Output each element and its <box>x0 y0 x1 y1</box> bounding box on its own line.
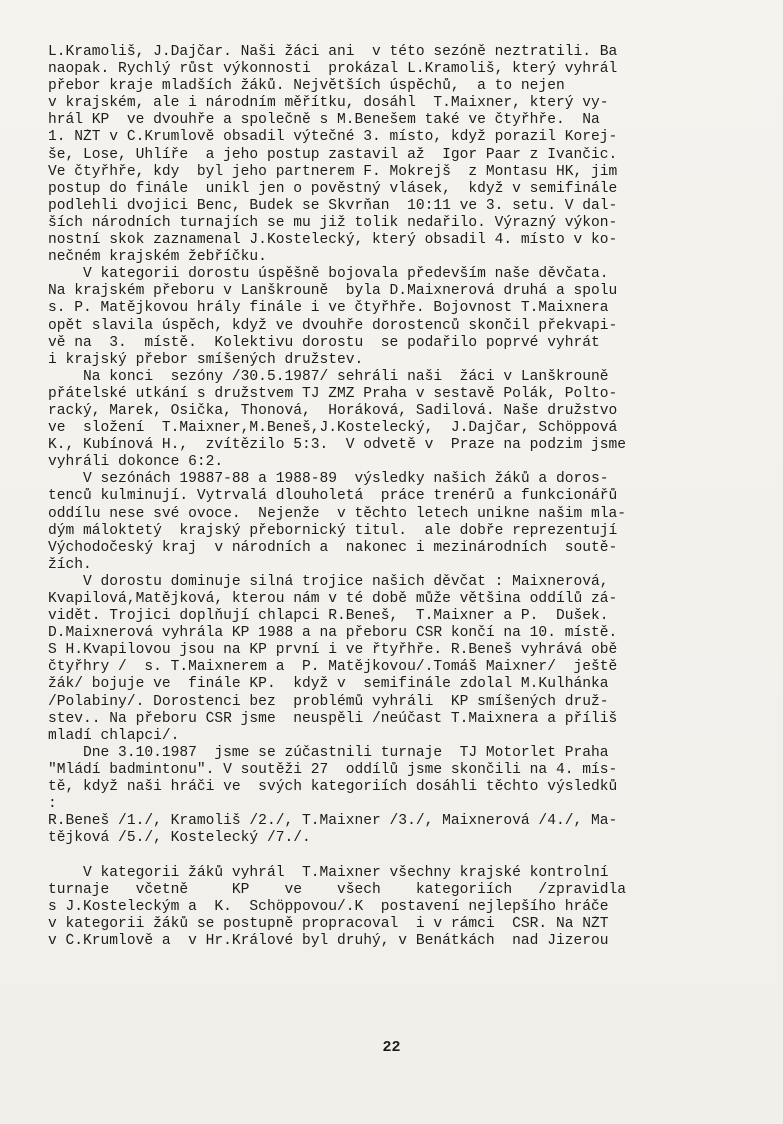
page-number: 22 <box>382 1039 401 1056</box>
text-line: opět slavila úspěch, když ve dvouhře dorostenců skončil překvapi- <box>48 317 618 334</box>
text-line: še, Lose, Uhlíře a jeho postup zastavil až Igor Paar z Ivančic. <box>48 146 618 163</box>
text-line: V kategorii dorostu úspěšně bojovala především naše děvčata. <box>48 266 609 283</box>
text-line: Ve čtyřhře, kdy byl jeho partnerem F. Mokrejš z Montasu HK, jim <box>48 163 618 180</box>
text-line: "Mládí badmintonu". V soutěži 27 oddílů jsme skončili na 4. mís- <box>48 761 618 778</box>
text-line: přebor kraje mladších žáků. Největších úspěchů, a to nejen <box>48 78 565 95</box>
text-line: V sezónách 19887-88 a 1988-89 výsledky našich žáků a doros- <box>48 471 609 488</box>
text-line: K., Kubínová H., zvítězilo 5:3. V odvetě v Praze na podzim jsme <box>48 437 627 454</box>
text-line: stev.. Na přeboru ČSR jsme neuspěli /neúčast T.Maixnera a příliš <box>48 710 618 727</box>
text-line: v krajském, ale i národním měřítku, dosáhl T.Maixner, který vy- <box>48 95 609 112</box>
text-line: vyhráli dokonce 6:2. <box>48 454 224 471</box>
text-line: v kategorii žáků se postupně propracoval i v rámci ČSR. Na NŽT <box>48 915 609 932</box>
text-line: podlehli dvojici Benc, Budek se Skvrňan 10:11 ve 3. setu. V dal- <box>48 197 618 214</box>
text-line: turnaje včetně KP ve všech kategoriích /zpravidla <box>48 881 627 898</box>
text-line: nostní skok zaznamenal J.Kostelecký, který obsadil 4. místo v ko- <box>48 232 618 249</box>
text-line: : <box>48 796 57 813</box>
text-line: naopak. Rychlý růst výkonnosti prokázal L.Kramoliš, který vyhrál <box>48 61 618 78</box>
text-line: L.Kramoliš, J.Dajčar. Naši žáci ani v této sezóně neztratili. Ba <box>48 44 618 60</box>
text-line: D.Maixnerová vyhrála KP 1988 a na přeboru ČSR končí na 10. místě. <box>48 625 618 642</box>
text-line: ších národních turnajích se mu již tolik nedařilo. Výrazný výkon- <box>48 214 618 231</box>
text-line: s J.Kosteleckým a K. Schöppovou/.K postavení nejlepšího hráče <box>48 898 609 915</box>
text-line: V dorostu dominuje silná trojice našich děvčat : Maixnerová, <box>48 573 609 590</box>
text-line: mladí chlapci/. <box>48 727 180 744</box>
text-line: Na konci sezóny /30.5.1987/ sehráli naši žáci v Lanškrouně <box>48 368 609 385</box>
text-line: postup do finále unikl jen o pověstný vlásek, když v semifinále <box>48 180 618 197</box>
text-line: 1. NŽT v Č.Krumlově obsadil výtečné 3. místo, když porazil Korej- <box>48 129 618 146</box>
text-line: přátelské utkání s družstvem TJ ZMZ Praha v sestavě Polák, Polto- <box>48 385 618 402</box>
text-line: Dne 3.10.1987 jsme se zúčastnili turnaje TJ Motorlet Praha <box>48 744 609 761</box>
text-line: čtyřhry / s. T.Maixnerem a P. Matějkovou/.Tomáš Maixner/ ještě <box>48 659 618 676</box>
text-line: vě na 3. místě. Kolektivu dorostu se podařilo poprvé vyhrát <box>48 334 600 351</box>
text-line: žák/ bojuje ve finále KP. když v semifinále zdolal M.Kulhánka <box>48 676 609 693</box>
text-line: hrál KP ve dvouhře a společně s M.Benešem také ve čtyřhře. Na <box>48 112 600 129</box>
text-line <box>48 847 748 864</box>
text-line: tě, když naši hráči ve svých kategoriích dosáhli těchto výsledků <box>48 779 618 796</box>
text-line: Východočeský kraj v národních a nakonec i mezinárodních soutě- <box>48 539 618 556</box>
text-line: ve složení T.Maixner,M.Beneš,J.Kostelecký, J.Dajčar, Schöppová <box>48 420 618 437</box>
body-text <box>48 44 748 950</box>
text-line: Kvapilová,Matějková, kterou nám v té době může většina oddílů zá- <box>48 591 618 607</box>
text-line: nečném krajském žebříčku. <box>48 249 267 266</box>
text-line: vidět. Trojici doplňují chlapci R.Beneš, T.Maixner a P. Dušek. <box>48 608 609 625</box>
text-line: oddílu nese své ovoce. Nejenže v těchto letech unikne našim mla- <box>48 505 627 522</box>
text-line: R.Beneš /1./, Kramoliš /2./, T.Maixner /3./, Maixnerová /4./, Ma- <box>48 813 618 830</box>
text-line: /Polabiny/. Dorostenci bez problémů vyhráli KP smíšených druž- <box>48 693 609 710</box>
text-line: s. P. Matějkovou hrály finále i ve čtyřhře. Bojovnost T.Maixnera <box>48 300 609 317</box>
text-line: v Č.Krumlově a v Hr.Králové byl druhý, v Benátkách nad Jizerou <box>48 932 609 949</box>
text-line: Na krajském přeboru v Lanškrouně byla D.Maixnerová druhá a spolu <box>48 283 618 300</box>
text-line: i krajský přebor smíšených družstev. <box>48 351 364 368</box>
text-line: dým máloktetý krajský přebornický titul. ale dobře reprezentují <box>48 522 618 539</box>
text-line: tenců kulminují. Vytrvalá dlouholetá práce trenérů a funkcionářů <box>48 488 618 505</box>
text-line: žích. <box>48 556 92 573</box>
text-line: S H.Kvapilovou jsou na KP první i ve řtyřhře. R.Beneš vyhrává obě <box>48 642 618 659</box>
text-line: racký, Marek, Osička, Thonová, Horáková, Sadilová. Naše družstvo <box>48 402 618 419</box>
text-line: tějková /5./, Kostelecký /7./. <box>48 830 311 847</box>
text-line: V kategorii žáků vyhrál T.Maixner všechny krajské kontrolní <box>48 864 609 881</box>
